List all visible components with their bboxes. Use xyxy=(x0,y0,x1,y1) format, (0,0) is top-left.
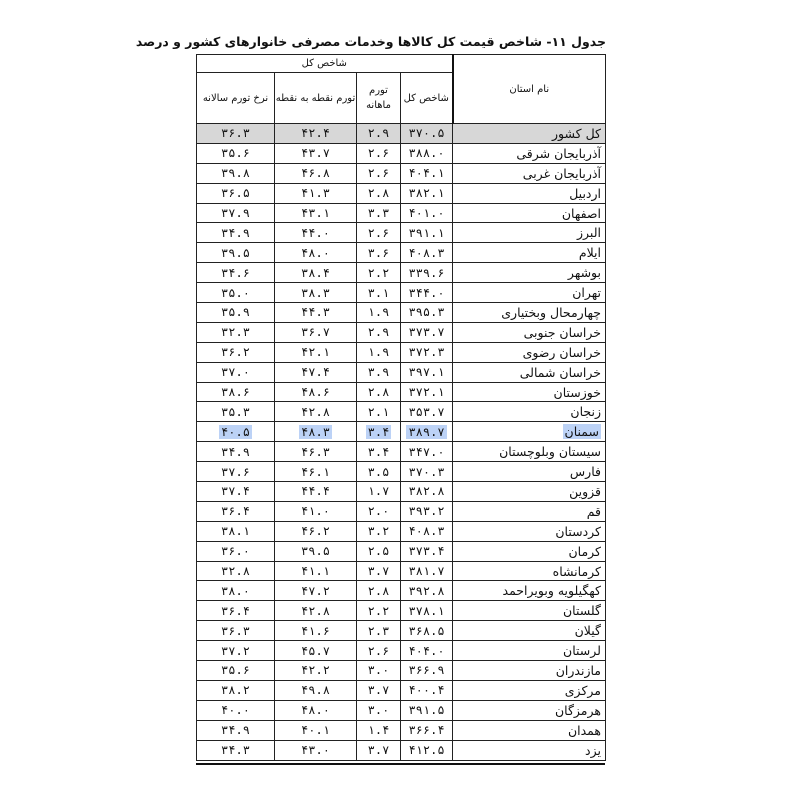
monthly-inflation-cell: ۳.۹ xyxy=(357,362,401,382)
table-row xyxy=(197,303,606,323)
table-row xyxy=(197,382,606,402)
index-cell: ۳۹۵.۳ xyxy=(401,303,453,323)
point-to-point-cell: ۴۶.۳ xyxy=(275,442,357,462)
province-name-cell: اردبیل xyxy=(453,183,606,203)
table-row xyxy=(197,641,606,661)
index-cell: ۴۰۰.۴ xyxy=(401,680,453,700)
monthly-inflation-cell: ۲.۲ xyxy=(357,263,401,283)
table-row xyxy=(197,163,606,183)
monthly-inflation-cell: ۳.۵ xyxy=(357,462,401,482)
table-row xyxy=(197,143,606,163)
point-to-point-cell: ۴۹.۸ xyxy=(275,680,357,700)
point-to-point-cell: ۴۶.۸ xyxy=(275,163,357,183)
monthly-inflation-cell: ۳.۰ xyxy=(357,661,401,681)
index-cell: ۳۷۳.۷ xyxy=(401,322,453,342)
table-row xyxy=(197,581,606,601)
table-row xyxy=(197,263,606,283)
province-name-cell: اصفهان xyxy=(453,203,606,223)
province-name-cell: کل کشور xyxy=(453,124,606,144)
index-cell: ۳۶۶.۹ xyxy=(401,661,453,681)
index-cell: ۴۰۴.۱ xyxy=(401,163,453,183)
province-name-cell: فارس xyxy=(453,462,606,482)
monthly-inflation-cell: ۲.۳ xyxy=(357,621,401,641)
annual-inflation-cell: ۳۷.۲ xyxy=(197,641,275,661)
monthly-inflation-cell: ۲.۶ xyxy=(357,641,401,661)
province-name-cell: قم xyxy=(453,501,606,521)
monthly-inflation-cell: ۲.۶ xyxy=(357,163,401,183)
table-row xyxy=(197,183,606,203)
province-name-cell: خراسان جنوبی xyxy=(453,322,606,342)
annual-inflation-cell: ۳۶.۳ xyxy=(197,124,275,144)
index-cell: ۳۷۲.۳ xyxy=(401,342,453,362)
index-cell: ۳۷۳.۴ xyxy=(401,541,453,561)
annual-inflation-cell: ۳۶.۵ xyxy=(197,183,275,203)
table-row xyxy=(197,322,606,342)
monthly-inflation-cell: ۲.۸ xyxy=(357,382,401,402)
index-cell: ۴۰۴.۰ xyxy=(401,641,453,661)
index-cell: ۳۸۱.۷ xyxy=(401,561,453,581)
point-to-point-cell: ۳۹.۵ xyxy=(275,541,357,561)
province-name-cell: گلستان xyxy=(453,601,606,621)
province-name-cell: قزوین xyxy=(453,482,606,502)
index-cell: ۳۸۸.۰ xyxy=(401,143,453,163)
province-name-cell: آذربایجان غربی xyxy=(453,163,606,183)
point-to-point-cell: ۴۶.۱ xyxy=(275,462,357,482)
point-to-point-cell: ۴۸.۰ xyxy=(275,700,357,720)
province-name-cell: چهارمحال وبختیاری xyxy=(453,303,606,323)
index-cell: ۳۴۷.۰ xyxy=(401,442,453,462)
annual-inflation-cell: ۳۵.۶ xyxy=(197,661,275,681)
annual-inflation-cell: ۴۰.۵ xyxy=(197,422,275,442)
annual-inflation-cell: ۳۹.۸ xyxy=(197,163,275,183)
annual-inflation-cell: ۳۶.۴ xyxy=(197,501,275,521)
index-cell: ۴۰۸.۳ xyxy=(401,521,453,541)
index-cell: ۳۳۹.۶ xyxy=(401,263,453,283)
index-cell: ۳۸۲.۱ xyxy=(401,183,453,203)
inflation-table xyxy=(196,54,606,761)
index-cell: ۳۷۰.۳ xyxy=(401,462,453,482)
index-cell: ۳۶۶.۴ xyxy=(401,720,453,740)
index-cell: ۳۶۸.۵ xyxy=(401,621,453,641)
annual-inflation-cell: ۳۲.۳ xyxy=(197,322,275,342)
monthly-inflation-cell: ۳.۳ xyxy=(357,203,401,223)
annual-inflation-cell: ۳۴.۳ xyxy=(197,740,275,760)
point-to-point-cell: ۴۸.۰ xyxy=(275,243,357,263)
table-row-national xyxy=(197,124,606,144)
annual-inflation-cell: ۳۶.۰ xyxy=(197,541,275,561)
province-name-cell: کرمان xyxy=(453,541,606,561)
header-annual: نرخ تورم سالانه xyxy=(197,73,275,124)
monthly-inflation-cell: ۲.۶ xyxy=(357,143,401,163)
annual-inflation-cell: ۳۴.۹ xyxy=(197,720,275,740)
monthly-inflation-cell: ۲.۶ xyxy=(357,223,401,243)
province-name-cell: خراسان شمالی xyxy=(453,362,606,382)
index-cell: ۴۱۲.۵ xyxy=(401,740,453,760)
province-name-cell: البرز xyxy=(453,223,606,243)
index-cell: ۳۹۷.۱ xyxy=(401,362,453,382)
table-row xyxy=(197,402,606,422)
point-to-point-cell: ۴۳.۷ xyxy=(275,143,357,163)
table-row xyxy=(197,342,606,362)
index-cell: ۳۷۸.۱ xyxy=(401,601,453,621)
table-row xyxy=(197,243,606,263)
point-to-point-cell: ۴۱.۰ xyxy=(275,501,357,521)
point-to-point-cell: ۴۱.۱ xyxy=(275,561,357,581)
point-to-point-cell: ۴۱.۶ xyxy=(275,621,357,641)
annual-inflation-cell: ۳۷.۴ xyxy=(197,482,275,502)
province-name-cell: لرستان xyxy=(453,641,606,661)
monthly-inflation-cell: ۱.۴ xyxy=(357,720,401,740)
monthly-inflation-cell: ۲.۱ xyxy=(357,402,401,422)
monthly-inflation-cell: ۳.۴ xyxy=(357,442,401,462)
monthly-inflation-cell: ۳.۴ xyxy=(357,422,401,442)
table-row xyxy=(197,501,606,521)
point-to-point-cell: ۴۳.۱ xyxy=(275,203,357,223)
province-name-cell: خوزستان xyxy=(453,382,606,402)
table-row xyxy=(197,541,606,561)
monthly-inflation-cell: ۳.۷ xyxy=(357,561,401,581)
annual-inflation-cell: ۳۸.۰ xyxy=(197,581,275,601)
index-cell: ۳۸۹.۷ xyxy=(401,422,453,442)
annual-inflation-cell: ۳۶.۳ xyxy=(197,621,275,641)
province-name-cell: گیلان xyxy=(453,621,606,641)
table-row xyxy=(197,720,606,740)
annual-inflation-cell: ۳۸.۲ xyxy=(197,680,275,700)
table-row xyxy=(197,203,606,223)
point-to-point-cell: ۳۸.۴ xyxy=(275,263,357,283)
point-to-point-cell: ۴۲.۲ xyxy=(275,661,357,681)
province-name-cell: یزد xyxy=(453,740,606,760)
monthly-inflation-cell: ۳.۷ xyxy=(357,740,401,760)
province-name-cell: کهگیلویه وبویراحمد xyxy=(453,581,606,601)
annual-inflation-cell: ۳۴.۹ xyxy=(197,442,275,462)
monthly-inflation-cell: ۳.۷ xyxy=(357,680,401,700)
header-point-to-point: تورم نقطه به نقطه xyxy=(275,73,357,124)
table-row xyxy=(197,362,606,382)
annual-inflation-cell: ۳۶.۲ xyxy=(197,342,275,362)
annual-inflation-cell: ۳۵.۳ xyxy=(197,402,275,422)
point-to-point-cell: ۳۸.۳ xyxy=(275,283,357,303)
annual-inflation-cell: ۳۲.۸ xyxy=(197,561,275,581)
table-title: جدول ۱۱- شاخص قیمت کل کالاها وخدمات مصرفی خانوارهای کشور و درصد xyxy=(135,34,606,49)
annual-inflation-cell: ۴۰.۰ xyxy=(197,700,275,720)
annual-inflation-cell: ۳۴.۶ xyxy=(197,263,275,283)
monthly-inflation-cell: ۱.۷ xyxy=(357,482,401,502)
annual-inflation-cell: ۳۵.۶ xyxy=(197,143,275,163)
province-name-cell: سمنان xyxy=(453,422,606,442)
monthly-inflation-cell: ۳.۲ xyxy=(357,521,401,541)
monthly-inflation-cell: ۲.۸ xyxy=(357,581,401,601)
index-cell: ۴۰۸.۳ xyxy=(401,243,453,263)
annual-inflation-cell: ۳۷.۰ xyxy=(197,362,275,382)
table-row xyxy=(197,462,606,482)
province-name-cell: خراسان رضوی xyxy=(453,342,606,362)
table-row xyxy=(197,661,606,681)
province-name-cell: هرمزگان xyxy=(453,700,606,720)
table-row xyxy=(197,482,606,502)
point-to-point-cell: ۴۸.۶ xyxy=(275,382,357,402)
province-name-cell: کردستان xyxy=(453,521,606,541)
annual-inflation-cell: ۳۵.۹ xyxy=(197,303,275,323)
annual-inflation-cell: ۳۶.۴ xyxy=(197,601,275,621)
header-group: شاخص کل xyxy=(197,55,453,73)
table-row xyxy=(197,283,606,303)
index-cell: ۳۷۰.۵ xyxy=(401,124,453,144)
table-body xyxy=(197,124,606,761)
monthly-inflation-cell: ۲.۲ xyxy=(357,601,401,621)
table-row xyxy=(197,521,606,541)
province-name-cell: سیستان وبلوچستان xyxy=(453,442,606,462)
annual-inflation-cell: ۳۵.۰ xyxy=(197,283,275,303)
index-cell: ۳۴۴.۰ xyxy=(401,283,453,303)
annual-inflation-cell: ۳۴.۹ xyxy=(197,223,275,243)
monthly-inflation-cell: ۲.۸ xyxy=(357,183,401,203)
monthly-inflation-cell: ۲.۹ xyxy=(357,124,401,144)
annual-inflation-cell: ۳۹.۵ xyxy=(197,243,275,263)
table-row xyxy=(197,422,606,442)
index-cell: ۳۹۱.۱ xyxy=(401,223,453,243)
province-name-cell: مازندران xyxy=(453,661,606,681)
province-name-cell: ایلام xyxy=(453,243,606,263)
monthly-inflation-cell: ۱.۹ xyxy=(357,342,401,362)
monthly-inflation-cell: ۳.۰ xyxy=(357,700,401,720)
monthly-inflation-cell: ۳.۱ xyxy=(357,283,401,303)
province-name-cell: کرمانشاه xyxy=(453,561,606,581)
index-cell: ۳۹۱.۵ xyxy=(401,700,453,720)
table-row xyxy=(197,621,606,641)
point-to-point-cell: ۴۵.۷ xyxy=(275,641,357,661)
point-to-point-cell: ۴۸.۳ xyxy=(275,422,357,442)
point-to-point-cell: ۴۲.۱ xyxy=(275,342,357,362)
index-cell: ۳۹۳.۲ xyxy=(401,501,453,521)
point-to-point-cell: ۴۰.۱ xyxy=(275,720,357,740)
annual-inflation-cell: ۳۸.۱ xyxy=(197,521,275,541)
annual-inflation-cell: ۳۷.۹ xyxy=(197,203,275,223)
province-name-cell: بوشهر xyxy=(453,263,606,283)
point-to-point-cell: ۴۴.۳ xyxy=(275,303,357,323)
index-cell: ۳۷۲.۱ xyxy=(401,382,453,402)
annual-inflation-cell: ۳۷.۶ xyxy=(197,462,275,482)
table-row xyxy=(197,561,606,581)
monthly-inflation-cell: ۲.۰ xyxy=(357,501,401,521)
monthly-inflation-cell: ۲.۹ xyxy=(357,322,401,342)
table-row xyxy=(197,601,606,621)
point-to-point-cell: ۴۷.۴ xyxy=(275,362,357,382)
point-to-point-cell: ۴۲.۸ xyxy=(275,402,357,422)
monthly-inflation-cell: ۲.۵ xyxy=(357,541,401,561)
province-name-cell: همدان xyxy=(453,720,606,740)
header-index: شاخص کل xyxy=(401,73,453,124)
table-bottom-border xyxy=(196,763,605,765)
province-name-cell: آذربایجان شرقی xyxy=(453,143,606,163)
point-to-point-cell: ۴۴.۴ xyxy=(275,482,357,502)
point-to-point-cell: ۴۳.۰ xyxy=(275,740,357,760)
index-cell: ۳۵۳.۷ xyxy=(401,402,453,422)
point-to-point-cell: ۳۶.۷ xyxy=(275,322,357,342)
point-to-point-cell: ۴۱.۳ xyxy=(275,183,357,203)
table-row xyxy=(197,442,606,462)
province-name-cell: تهران xyxy=(453,283,606,303)
header-province: نام استان xyxy=(453,55,606,124)
point-to-point-cell: ۴۴.۰ xyxy=(275,223,357,243)
monthly-inflation-cell: ۱.۹ xyxy=(357,303,401,323)
index-cell: ۳۸۲.۸ xyxy=(401,482,453,502)
index-cell: ۳۹۲.۸ xyxy=(401,581,453,601)
monthly-inflation-cell: ۳.۶ xyxy=(357,243,401,263)
point-to-point-cell: ۴۲.۸ xyxy=(275,601,357,621)
header-monthly: تورم ماهانه xyxy=(357,73,401,124)
table-row xyxy=(197,740,606,760)
annual-inflation-cell: ۳۸.۶ xyxy=(197,382,275,402)
index-cell: ۴۰۱.۰ xyxy=(401,203,453,223)
table-row xyxy=(197,223,606,243)
province-name-cell: زنجان xyxy=(453,402,606,422)
point-to-point-cell: ۴۷.۲ xyxy=(275,581,357,601)
point-to-point-cell: ۴۲.۴ xyxy=(275,124,357,144)
province-name-cell: مرکزی xyxy=(453,680,606,700)
point-to-point-cell: ۴۶.۲ xyxy=(275,521,357,541)
table-row xyxy=(197,700,606,720)
table-row xyxy=(197,680,606,700)
